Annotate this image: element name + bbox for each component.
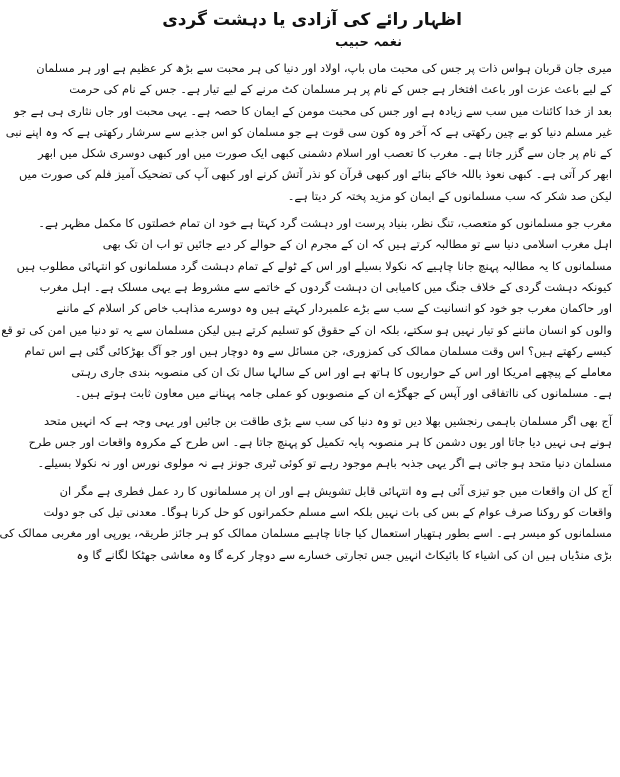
text-line: میری جان قربان ہواس ذات پر جس کی محبت ماں باپ، اولاد اور دنیا کی ہر محبت سے بڑھ کر عظیم ہے اور ہر مسلمان — [36, 61, 612, 75]
text-line: بعد از خدا کائنات میں سب سے زیادہ ہے اور جس کی محبت مومن کے ایمان کا حصہ ہے۔ یہی محبت اور جاں نثاری ہی ہے جو — [14, 103, 612, 118]
text-line: ابھر کر آتی ہے۔ کبھی نعوذ باللہ خاکے بنائے اور کبھی قرآن کو نذر آتش کرنے اور کبھی آپ کی تضحیک آمیز فلم کی صورت میں — [19, 167, 612, 182]
text-line: بڑی منڈیاں ہیں ان کی اشیاء کا بائیکاٹ انہیں جس تجارتی خسارے سے دوچار کرے گا وہ معاشی جھٹکا لگانے گا وہ — [76, 547, 612, 562]
paragraph-4 — [0, 481, 612, 566]
paragraph-3 — [28, 411, 612, 475]
paragraph-2 — [1, 213, 612, 405]
text-line: لیکن صد شکر کہ سب مسلمانوں کے ایمان کو مزید پختہ کر دیتا ہے۔ — [287, 188, 612, 203]
text-line: مسلمانوں کا یہ مطالبہ پہنچ جانا چاہیے کہ نکولا بسیلے اور اس کے ٹولے کے تمام دہشت گرد مسلمانوں کو انتہائی مطلوب ہیں — [16, 258, 612, 273]
text-line: آج بھی اگر مسلمان باہمی رنجشیں بھلا دیں تو وہ دنیا کی سب سے بڑی طاقت بن جائیں اور یہی وجہ ہے کہ انہیں متحد — [43, 413, 612, 428]
text-line: مغرب جو مسلمانوں کو متعصب، تنگ نظر، بنیاد پرست اور دہشت گرد کہتا ہے خود ان تمام خصلتوں کا مکمل مظہر ہے۔ — [38, 216, 612, 231]
text-line: ہے۔ مسلمانوں کی نااتفاقی اور آپس کے جھگڑے ان کے منصوبوں کو عملی جامہ پہنانے میں معاون ثابت ہوتے ہیں۔ — [74, 386, 612, 401]
text-line: کے نام پر جان سے گزر جاتا ہے۔ مغرب کا تعصب اور اسلام دشمنی کبھی ایک صورت میں اور کبھی دوسری شکل میں ابھر — [38, 146, 612, 161]
text-line: آج کل ان واقعات میں جو تیزی آئی ہے وہ انتہائی قابل تشویش ہے اور ان پر مسلمانوں کا رد عمل فطری ہے مگر ان — [59, 483, 612, 498]
text-line: کیسے رکھتے ہیں؟ اس وقت مسلمان ممالک کی کمزوری، جن مسائل سے وہ دوچار ہیں اور جو آگ بھڑکائی گئی ہے اس تمام — [24, 343, 612, 358]
text-line: مسلمانوں کو میسر ہے۔ اسے بطور ہتھیار استعمال کیا جانا چاہیے مسلمان ممالک کو ہر جائز طریقہ، یورپی اور مغربی ممالک کی — [0, 526, 612, 541]
text-line: اہل مغرب اسلامی دنیا سے تو مطالبہ کرتے ہیں کہ ان کے مجرم ان کے حوالے کر دیے جائیں تو اب ان تک بھی — [102, 237, 612, 252]
text-line: معاملے کے پیچھے امریکا اور اس کے حواریوں کا ہاتھ ہے اور اس کے سالہا سال تک ان کی منصوبہ بندی جاری رہتی — [71, 365, 612, 380]
text-line: غیر مسلم دنیا کو بے چین رکھتی ہے کہ آخر وہ کون سی قوت ہے جو مسلمان کو اس جذبے سے سرشار رکھتی ہے کہ وہ اپنے نبی — [5, 124, 612, 139]
text-line: اور حاکمان مغرب جو خود کو انسانیت کے سب سے بڑے علمبردار کہتے ہیں وہ دوسرے مذاہب خاص کر اسلام کے ماننے — [56, 301, 612, 316]
paragraph-1 — [5, 58, 612, 207]
text-line: والوں کو انسان ماننے کو تیار نہیں ہو سکتے، بلکہ ان کے حقوق کو تسلیم کرتے ہیں لیکن مسلمان سے یہ تو دنیا میں امن کی تو قع — [1, 322, 612, 337]
article-author: نغمہ حبیب — [335, 35, 402, 50]
text-line: کیونکہ دہشت گردی کے خلاف جنگ میں کامیابی ان دہشت گردوں کے خاتمے سے مشروط ہے یہی مسلک ہے۔ اہل مغرب — [39, 279, 612, 294]
text-line: واقعات کو روکنا صرف عوام کے بس کی بات نہیں بلکہ اسے مسلم حکمرانوں کو حل کرنا ہوگا۔ معدنی تیل کی جو دولت — [43, 504, 612, 519]
article-title: اظہار رائے کی آزادی یا دہشت گردی — [162, 10, 462, 30]
text-line: کے لیے باعث عزت اور باعث افتخار ہے جس کے نام پر ہر مسلمان کٹ مرنے کے لیے تیار ہے۔ جس کے نام کی حرمت — [69, 82, 612, 97]
text-line: ہونے ہی نہیں دیا جاتا اور یوں دشمن کا ہر منصوبہ پایہ تکمیل کو پہنچ جاتا ہے۔ اس طرح کے مکروہ واقعات اور جس طرح — [28, 435, 612, 450]
text-line: مسلمان دنیا متحد ہو جاتی ہے اگر یہی جذبہ باہم موجود رہے تو کوئی ٹیری جونز ہے نہ مولوی نورس اور نہ نکولا بسیلے۔ — [37, 456, 612, 471]
